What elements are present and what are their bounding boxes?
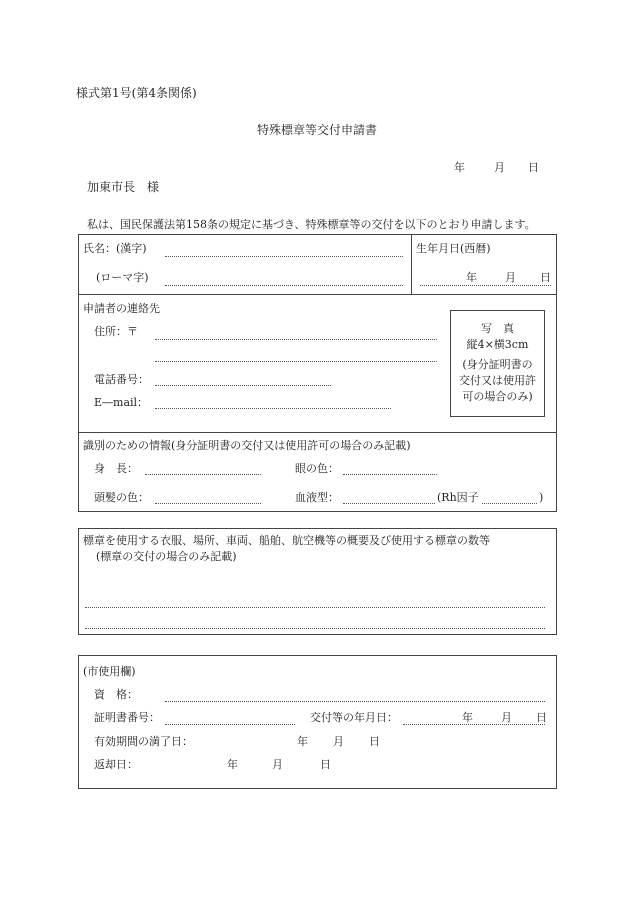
addressee: 加東市長 様 — [87, 180, 160, 194]
return-day: 日 — [320, 758, 331, 771]
emblem-use-line-2: (標章の交付の場合のみ記載) — [96, 550, 237, 563]
birth-day: 日 — [540, 271, 551, 284]
rh-factor-label: (Rh因子 — [437, 491, 479, 504]
issue-day: 日 — [536, 711, 547, 724]
cert-number-label: 証明書番号： — [94, 711, 160, 724]
name-roman-field[interactable] — [165, 285, 403, 286]
hair-color-field[interactable] — [155, 503, 261, 504]
row-divider-1 — [78, 294, 557, 295]
name-kanji-label: 氏名：(漢字) — [83, 242, 147, 255]
address-field-1[interactable] — [155, 339, 437, 340]
issue-month: 月 — [501, 711, 512, 724]
date-month: 月 — [494, 161, 505, 174]
photo-line-4: 交付又は使用許 — [459, 374, 536, 387]
emblem-use-field-2[interactable] — [85, 628, 545, 629]
id-info-heading: 識別のための情報(身分証明書の交付又は使用許可の場合のみ記載) — [83, 439, 411, 452]
height-label: 身 長： — [94, 462, 138, 475]
date-year: 年 — [454, 161, 465, 174]
rh-factor-field[interactable] — [482, 503, 537, 504]
row-divider-2 — [78, 432, 557, 433]
photo-line-1: 写 真 — [481, 322, 514, 335]
birth-year: 年 — [466, 271, 477, 284]
height-field[interactable] — [145, 474, 261, 475]
eye-color-label: 眼の色： — [295, 462, 339, 475]
issue-year: 年 — [462, 711, 473, 724]
intro-text: 私は、国民保護法第158条の規定に基づき、特殊標章等の交付を以下のとおり申請します。 — [87, 218, 536, 231]
qualification-label: 資 格： — [94, 688, 138, 701]
issue-date-field[interactable] — [403, 724, 545, 725]
emblem-use-line-1: 標章を使用する衣服、場所、車両、船舶、航空機等の概要及び使用する標章の数等 — [83, 534, 490, 547]
birth-date-field[interactable] — [420, 285, 551, 286]
birth-label: 生年月日(西暦) — [416, 242, 491, 255]
expiry-day: 日 — [369, 735, 380, 748]
rh-factor-close: ) — [539, 491, 544, 504]
birth-divider — [411, 234, 412, 295]
expiry-year: 年 — [297, 735, 308, 748]
return-month: 月 — [272, 758, 283, 771]
birth-month: 月 — [505, 271, 516, 284]
qualification-field[interactable] — [165, 701, 545, 702]
form-number: 様式第1号(第4条関係) — [76, 86, 197, 100]
expiry-month: 月 — [333, 735, 344, 748]
photo-box[interactable] — [450, 310, 545, 417]
return-label: 返却日： — [94, 758, 138, 771]
expiry-label: 有効期間の満了日： — [94, 735, 193, 748]
eye-color-field[interactable] — [343, 474, 437, 475]
cert-number-field[interactable] — [165, 724, 295, 725]
hair-color-label: 頭髪の色： — [94, 491, 149, 504]
date-day: 日 — [528, 161, 539, 174]
email-label: E―mail： — [94, 396, 149, 409]
blood-type-field[interactable] — [343, 503, 435, 504]
photo-line-2: 縦4×横3cm — [466, 338, 529, 351]
contact-heading: 申請者の連絡先 — [83, 302, 160, 315]
blood-type-label: 血液型： — [295, 491, 339, 504]
photo-line-5: 可の場合のみ) — [462, 390, 533, 403]
phone-field[interactable] — [155, 385, 331, 386]
address-field-2[interactable] — [155, 361, 437, 362]
name-roman-label: (ローマ字) — [96, 271, 149, 284]
issue-date-label: 交付等の年月日： — [310, 711, 398, 724]
emblem-use-field-1[interactable] — [85, 607, 545, 608]
email-field[interactable] — [155, 408, 391, 409]
form-title: 特殊標章等交付申請書 — [257, 123, 378, 137]
return-year: 年 — [227, 758, 238, 771]
address-label: 住所：〒 — [94, 325, 138, 338]
name-kanji-field[interactable] — [165, 256, 403, 257]
city-use-heading: (市使用欄) — [83, 665, 136, 678]
phone-label: 電話番号： — [94, 373, 149, 386]
photo-line-3: (身分証明書の — [462, 358, 533, 371]
